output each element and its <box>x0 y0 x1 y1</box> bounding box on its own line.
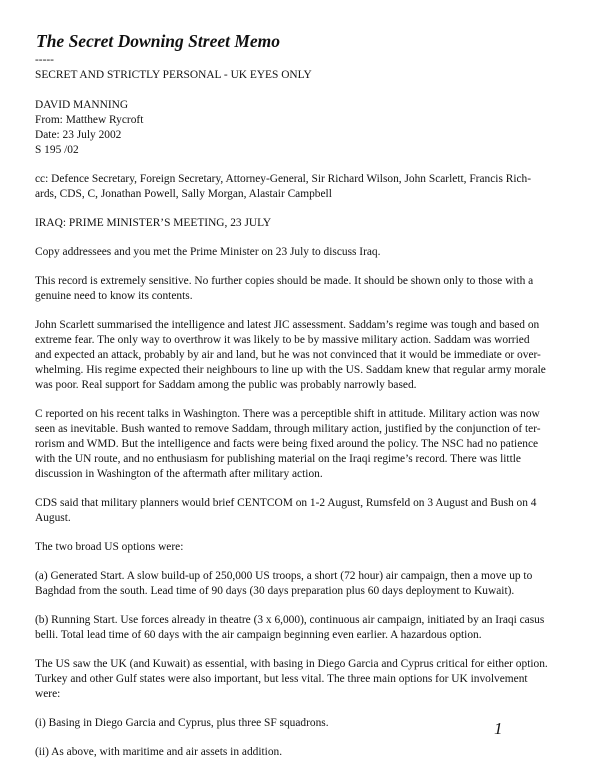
paragraph-line: extreme fear. The only way to overthrow it was likely to be by massive military action. Saddam was worried <box>35 334 530 346</box>
page-number: 1 <box>494 719 503 738</box>
cc-line: cc: Defence Secretary, Foreign Secretary, Attorney-General, Sir Richard Wilson, John Scarlett, Francis Rich- <box>35 173 532 185</box>
paragraph-line: Baghdad from the south. Lead time of 90 days (30 days preparation plus 60 days deployment to Kuwait). <box>35 585 515 597</box>
paragraph-line: C reported on his recent talks in Washington. There was a perceptible shift in attitude. Military action was now <box>35 408 540 420</box>
paragraph-line: genuine need to know its contents. <box>35 290 193 302</box>
paragraph-line: The two broad US options were: <box>35 541 184 553</box>
paragraph-line: The US saw the UK (and Kuwait) as essential, with basing in Diego Garcia and Cyprus critical for either option. <box>35 658 548 670</box>
paragraph <box>35 569 573 599</box>
paragraph-line: This record is extremely sensitive. No further copies should be made. It should be shown only to those with a <box>35 275 534 287</box>
paragraph-line: (a) Generated Start. A slow build-up of 250,000 US troops, a short (72 hour) air campaign, then a move up to <box>35 570 533 582</box>
paragraph <box>35 657 573 702</box>
paragraph-line: with the UN route, and no enthusiasm for publishing material on the Iraqi regime’s record. There was little <box>35 453 521 465</box>
paragraph-line: belli. Total lead time of 60 days with the air campaign beginning even earlier. A hazardous option. <box>35 629 482 641</box>
cc-line: ards, CDS, C, Jonathan Powell, Sally Morgan, Alastair Campbell <box>35 188 332 200</box>
paragraph-line: (b) Running Start. Use forces already in theatre (3 x 6,000), continuous air campaign, initiated by an Iraqi casus <box>35 614 545 626</box>
paragraph <box>35 745 573 760</box>
paragraph-line: John Scarlett summarised the intelligence and latest JIC assessment. Saddam’s regime was tough and based on <box>35 319 540 331</box>
paragraph-line: seen as inevitable. Bush wanted to remove Saddam, through military action, justified by the conjunction of ter- <box>35 423 541 435</box>
paragraph <box>35 496 573 526</box>
paragraph-line: rorism and WMD. But the intelligence and facts were being fixed around the policy. The NSC had no patience <box>35 438 539 450</box>
paragraph-line: Copy addressees and you met the Prime Minister on 23 July to discuss Iraq. <box>35 246 381 258</box>
paragraph-line: were: <box>35 688 61 700</box>
paragraph-line: August. <box>35 512 71 524</box>
memo-header <box>35 98 573 158</box>
paragraph <box>35 540 573 555</box>
paragraph <box>35 274 573 304</box>
classification-line: SECRET AND STRICTLY PERSONAL - UK EYES ONLY <box>35 69 312 81</box>
paragraph-line: discussion in Washington of the aftermath after military action. <box>35 468 323 480</box>
paragraph-line: whelming. His regime expected their neighbours to line up with the US. Saddam knew that regular army morale <box>35 364 546 376</box>
memo-body <box>35 53 573 760</box>
paragraph-line: was poor. Real support for Saddam among the public was probably narrowly based. <box>35 379 417 391</box>
paragraph <box>35 407 573 482</box>
paragraph-line: CDS said that military planners would brief CENTCOM on 1-2 August, Rumsfeld on 3 August and Bush on 4 <box>35 497 537 509</box>
document-title: The Secret Downing Street Memo <box>36 31 281 51</box>
memo-date: Date: 23 July 2002 <box>35 129 122 141</box>
memo-recipient: DAVID MANNING <box>35 99 129 111</box>
paragraph-line: (ii) As above, with maritime and air assets in addition. <box>35 746 283 758</box>
paragraph-line: (i) Basing in Diego Garcia and Cyprus, plus three SF squadrons. <box>35 717 329 729</box>
paragraph-line: and expected an attack, probably by air and land, but he was not convinced that it would be immediate or over- <box>35 349 541 361</box>
separator: ----- <box>35 54 54 66</box>
paragraph <box>35 613 573 643</box>
memo-from: From: Matthew Rycroft <box>35 114 144 126</box>
paragraph <box>35 318 573 393</box>
paragraph-line: Turkey and other Gulf states were also important, but less vital. The three main options for UK involvement <box>35 673 528 685</box>
paragraph <box>35 716 573 731</box>
memo-reference: S 195 /02 <box>35 144 79 156</box>
paragraph <box>35 245 573 260</box>
subject-line: IRAQ: PRIME MINISTER’S MEETING, 23 JULY <box>35 217 272 229</box>
cc-list <box>35 172 573 202</box>
